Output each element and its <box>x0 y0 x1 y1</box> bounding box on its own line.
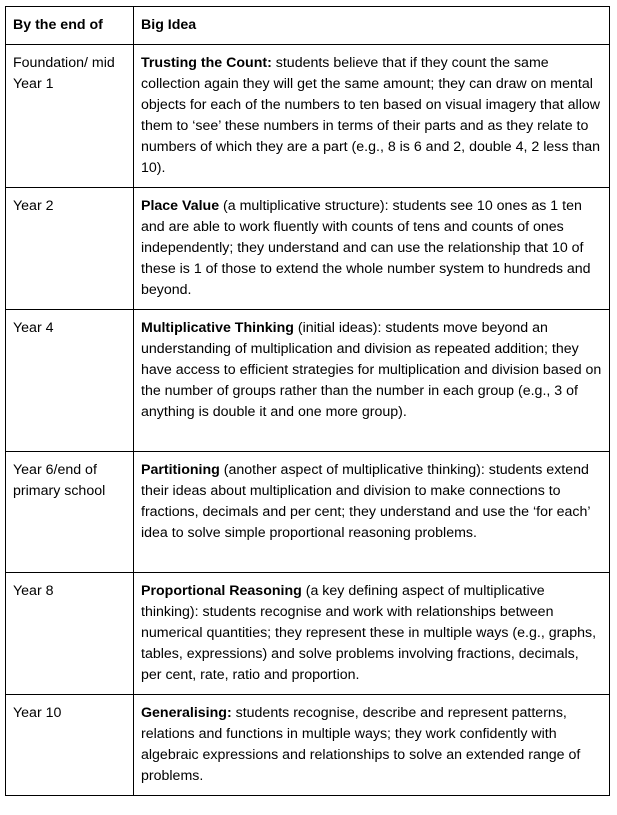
big-idea-title: Generalising: <box>141 705 232 721</box>
big-idea-title: Trusting the Count: <box>141 55 272 71</box>
table-row <box>6 188 610 310</box>
column-header-by-the-end-of: By the end of <box>6 7 134 45</box>
table-row <box>6 45 610 188</box>
big-idea-cell <box>134 310 610 452</box>
big-idea-cell <box>134 188 610 310</box>
big-idea-title: Place Value <box>141 198 220 214</box>
big-idea-cell <box>134 573 610 695</box>
big-idea-title: Partitioning <box>141 462 220 478</box>
big-idea-cell <box>134 45 610 188</box>
big-idea-description: (a multiplicative structure): students see 10 ones as 1 ten and are able to work fluently with counts of tens and counts of ones independently; they understand and can use the relationship that 10 of these is 1 of those to extend the whole number system to hundreds and beyond. <box>141 198 591 298</box>
big-idea-description: students believe that if they count the same collection again they will get the same amount; they can draw on mental objects for each of the numbers to ten based on visual imagery that allow them to ‘see’ these numbers in terms of their parts and as they relate to numbers of which they are a part (e.g., 8 is 6 and 2, double 4, 2 less than 10). <box>141 55 601 176</box>
column-header-big-idea: Big Idea <box>134 7 610 45</box>
big-idea-cell <box>134 695 610 796</box>
big-idea-title: Proportional Reasoning <box>141 583 302 599</box>
big-ideas-table <box>5 6 610 796</box>
stage-cell: Year 10 <box>6 695 134 796</box>
stage-cell: Year 2 <box>6 188 134 310</box>
stage-cell: Foundation/ mid Year 1 <box>6 45 134 188</box>
stage-cell: Year 6/end of primary school <box>6 452 134 573</box>
big-idea-description: (initial ideas): students move beyond an understanding of multiplication and division as repeated addition; they have access to efficient strategies for multiplication and division based on the number of groups rather than the number in each group (e.g., 3 of anything is double it and one more group). <box>141 320 602 420</box>
stage-cell: Year 8 <box>6 573 134 695</box>
table-row <box>6 452 610 573</box>
table-row <box>6 573 610 695</box>
big-idea-cell <box>134 452 610 573</box>
table-row <box>6 695 610 796</box>
big-idea-title: Multiplicative Thinking <box>141 320 294 336</box>
table-row <box>6 310 610 452</box>
big-idea-description: students recognise, describe and represent patterns, relations and functions in multiple ways; they work confidently with algebraic expressions and relationships to solve an extended range of problems. <box>141 705 581 784</box>
big-idea-description: (another aspect of multiplicative thinking): students extend their ideas about multiplication and division to make connections to fractions, decimals and per cent; they understand and use the ‘for each’ idea to solve simple proportional reasoning problems. <box>141 462 591 541</box>
big-idea-description: (a key defining aspect of multiplicative thinking): students recognise and work with relationships between numerical quantities; they represent these in multiple ways (e.g., graphs, tables, expressions) and solve problems involving fractions, decimals, per cent, rate, ratio and proportion. <box>141 583 597 683</box>
stage-cell: Year 4 <box>6 310 134 452</box>
table-header-row <box>6 7 610 45</box>
